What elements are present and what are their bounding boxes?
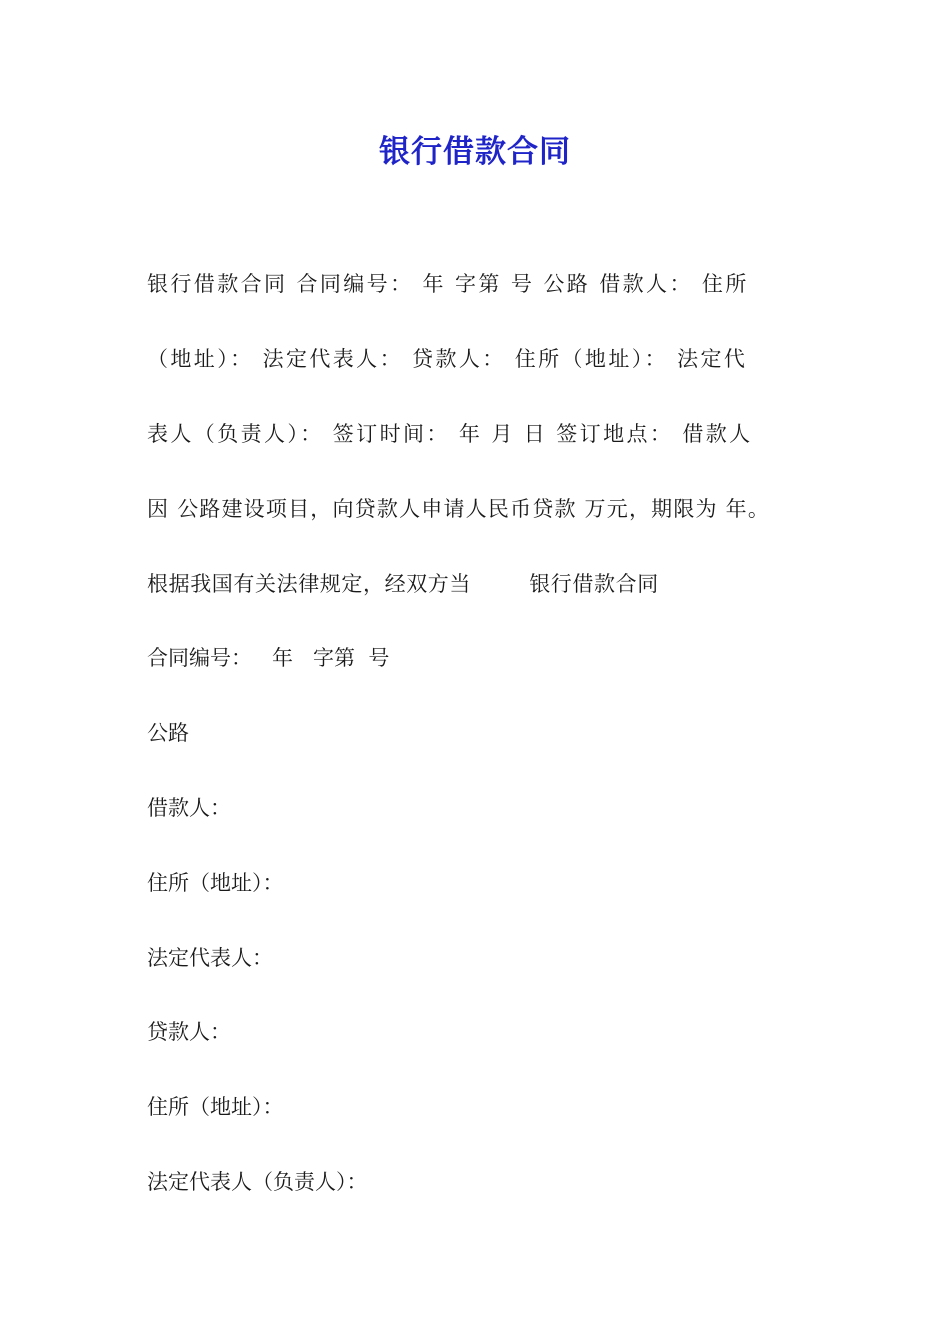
lender-address-line: 住所（地址）： bbox=[147, 1095, 284, 1119]
body-line-2: （地址）： 法定代表人： 贷款人： 住所（地址）： 法定代 bbox=[147, 347, 748, 371]
contract-number-line: 合同编号： 年 字第 号 bbox=[147, 646, 390, 670]
body-line-3: 表人（负责人）： 签订时间： 年 月 日 签订地点： 借款人 bbox=[147, 422, 753, 446]
borrower-legal-rep-line: 法定代表人： bbox=[147, 946, 273, 970]
body-line-1: 银行借款合同 合同编号： 年 字第 号 公路 借款人： 住所 bbox=[147, 272, 749, 296]
document-title: 银行借款合同 bbox=[379, 134, 571, 170]
body-line-5: 根据我国有关法律规定，经双方当 银行借款合同 bbox=[147, 572, 659, 596]
road-line: 公路 bbox=[147, 721, 189, 745]
borrower-address-line: 住所（地址）： bbox=[147, 871, 284, 895]
borrower-line: 借款人： bbox=[147, 796, 231, 820]
body-line-4: 因 公路建设项目，向贷款人申请人民币贷款 万元，期限为 年。 bbox=[147, 497, 771, 521]
lender-line: 贷款人： bbox=[147, 1020, 231, 1044]
lender-legal-rep-line: 法定代表人（负责人）： bbox=[147, 1170, 368, 1194]
